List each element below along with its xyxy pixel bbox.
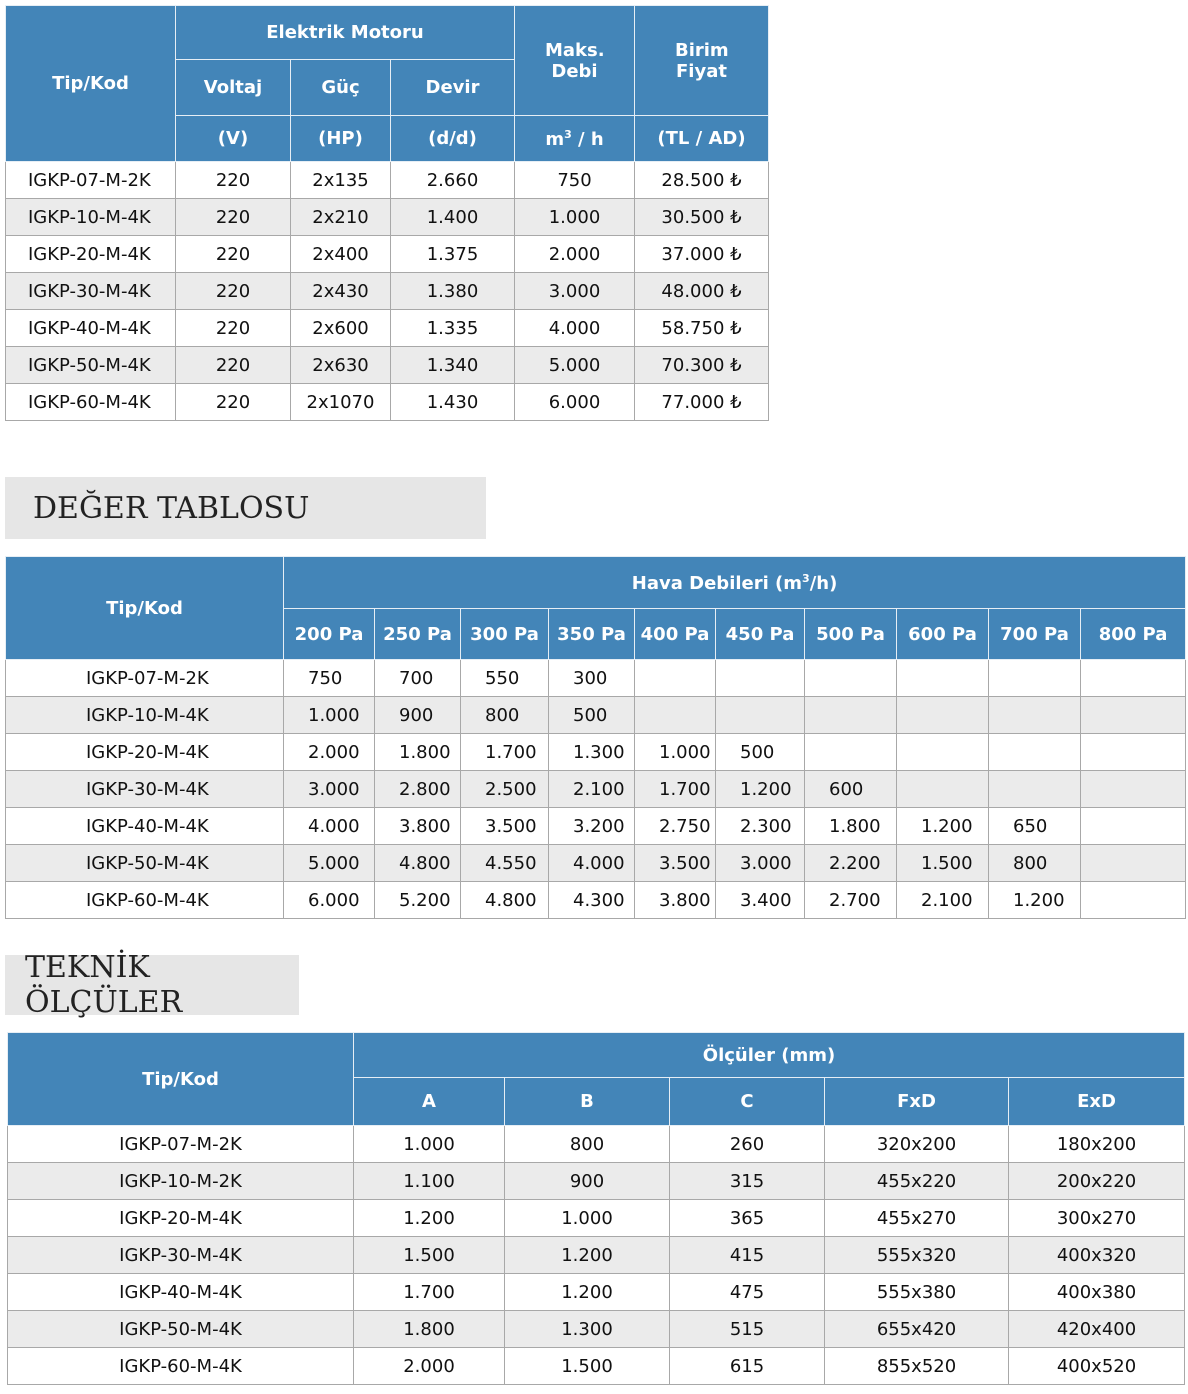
dim-b-cell: 1.500: [505, 1348, 670, 1385]
flow-value-cell: 3.800: [635, 882, 716, 919]
flow-value-cell: 2.500: [461, 771, 549, 808]
tip-kod-header: Tip/Kod: [8, 1033, 354, 1126]
devir-cell: 2.660: [391, 162, 515, 199]
flow-value-cell: 1.800: [375, 734, 461, 771]
tip-kod-header: Tip/Kod: [6, 557, 284, 660]
devir-cell: 1.380: [391, 273, 515, 310]
fiyat-cell: 48.000 ₺: [635, 273, 769, 310]
flow-value-cell: 2.200: [805, 845, 897, 882]
flow-value-cell: [989, 771, 1081, 808]
flow-value-cell: [1081, 808, 1186, 845]
devir-cell: 1.375: [391, 236, 515, 273]
flow-value-cell: 2.100: [549, 771, 635, 808]
flow-value-cell: [897, 771, 989, 808]
flow-value-cell: 4.000: [549, 845, 635, 882]
table-row: [6, 697, 1186, 734]
guc-cell: 2x210: [291, 199, 391, 236]
debi-cell: 5.000: [515, 347, 635, 384]
table-row: [6, 310, 769, 347]
dim-exd-cell: 400x520: [1009, 1348, 1185, 1385]
devir-header: Devir: [391, 60, 515, 116]
pressure-header: 800 Pa: [1081, 609, 1186, 660]
flow-value-cell: 3.500: [461, 808, 549, 845]
flow-value-cell: 3.000: [716, 845, 805, 882]
flow-value-cell: 4.800: [375, 845, 461, 882]
flow-value-cell: 2.300: [716, 808, 805, 845]
flow-value-cell: [716, 660, 805, 697]
debi-cell: 3.000: [515, 273, 635, 310]
flow-value-cell: [989, 660, 1081, 697]
dimensions-table: [7, 1032, 1185, 1385]
flow-value-cell: 1.200: [989, 882, 1081, 919]
flow-value-cell: 1.000: [284, 697, 375, 734]
flow-value-cell: 4.300: [549, 882, 635, 919]
dim-b-cell: 1.300: [505, 1311, 670, 1348]
flow-value-cell: 5.000: [284, 845, 375, 882]
dim-fxd-cell: 555x320: [825, 1237, 1009, 1274]
pressure-header: 500 Pa: [805, 609, 897, 660]
flow-value-cell: 600: [805, 771, 897, 808]
table-row: [6, 808, 1186, 845]
flow-value-cell: 1.700: [635, 771, 716, 808]
flow-value-cell: [1081, 697, 1186, 734]
table-row: [8, 1237, 1185, 1274]
elektrik-motoru-header: Elektrik Motoru: [176, 6, 515, 60]
tip-cell: IGKP-07-M-2K: [8, 1126, 354, 1163]
table-row: [6, 347, 769, 384]
flow-value-cell: [897, 697, 989, 734]
flow-value-cell: 1.300: [549, 734, 635, 771]
tip-cell: IGKP-07-M-2K: [6, 162, 176, 199]
flow-value-cell: [805, 660, 897, 697]
flow-value-cell: 800: [461, 697, 549, 734]
dim-exd-cell: 420x400: [1009, 1311, 1185, 1348]
tip-cell: IGKP-60-M-4K: [6, 384, 176, 421]
dim-b-cell: 800: [505, 1126, 670, 1163]
flow-value-cell: [1081, 845, 1186, 882]
tip-cell: IGKP-20-M-4K: [6, 236, 176, 273]
debi-cell: 6.000: [515, 384, 635, 421]
tip-cell: IGKP-10-M-2K: [8, 1163, 354, 1200]
guc-cell: 2x430: [291, 273, 391, 310]
voltaj-cell: 220: [176, 273, 291, 310]
flow-value-cell: 6.000: [284, 882, 375, 919]
dim-fxd-cell: 855x520: [825, 1348, 1009, 1385]
dim-c-cell: 315: [670, 1163, 825, 1200]
voltaj-cell: 220: [176, 347, 291, 384]
pressure-header: 250 Pa: [375, 609, 461, 660]
flow-value-cell: 3.800: [375, 808, 461, 845]
table-row: [6, 199, 769, 236]
pressure-header: 600 Pa: [897, 609, 989, 660]
guc-cell: 2x600: [291, 310, 391, 347]
pressure-header: 200 Pa: [284, 609, 375, 660]
flow-value-cell: 3.000: [284, 771, 375, 808]
flow-value-cell: [805, 697, 897, 734]
dim-a-cell: 2.000: [354, 1348, 505, 1385]
debi-cell: 1.000: [515, 199, 635, 236]
flow-value-cell: 5.200: [375, 882, 461, 919]
pressure-header: 300 Pa: [461, 609, 549, 660]
flow-value-cell: 4.800: [461, 882, 549, 919]
flow-value-cell: [1081, 882, 1186, 919]
flow-value-cell: 300: [549, 660, 635, 697]
dim-b-cell: 900: [505, 1163, 670, 1200]
table-row: [8, 1348, 1185, 1385]
unit-v: (V): [176, 116, 291, 162]
dim-b-cell: 1.200: [505, 1274, 670, 1311]
air-flow-table: [5, 556, 1186, 919]
guc-cell: 2x630: [291, 347, 391, 384]
tip-cell: IGKP-30-M-4K: [6, 273, 176, 310]
flow-value-cell: 1.800: [805, 808, 897, 845]
pressure-header: 700 Pa: [989, 609, 1081, 660]
debi-cell: 750: [515, 162, 635, 199]
table-row: [8, 1126, 1185, 1163]
dim-fxd-cell: 455x220: [825, 1163, 1009, 1200]
guc-cell: 2x1070: [291, 384, 391, 421]
table-row: [6, 273, 769, 310]
voltaj-cell: 220: [176, 162, 291, 199]
maks-debi-header: Maks. Debi: [515, 6, 635, 116]
flow-value-cell: 2.100: [897, 882, 989, 919]
fiyat-cell: 28.500 ₺: [635, 162, 769, 199]
flow-value-cell: 700: [375, 660, 461, 697]
dim-exd-cell: 180x200: [1009, 1126, 1185, 1163]
table-row: [6, 771, 1186, 808]
table-row: [6, 236, 769, 273]
flow-value-cell: 2.700: [805, 882, 897, 919]
fiyat-cell: 70.300 ₺: [635, 347, 769, 384]
flow-value-cell: 550: [461, 660, 549, 697]
flow-value-cell: 500: [549, 697, 635, 734]
unit-m3h: $m^3$ / h: [515, 116, 635, 162]
unit-hp: (HP): [291, 116, 391, 162]
dim-exd-cell: 400x380: [1009, 1274, 1185, 1311]
table-row: [6, 882, 1186, 919]
flow-value-cell: 800: [989, 845, 1081, 882]
table-row: [6, 384, 769, 421]
unit-tl: (TL / AD): [635, 116, 769, 162]
flow-value-cell: 2.800: [375, 771, 461, 808]
flow-value-cell: 650: [989, 808, 1081, 845]
voltaj-cell: 220: [176, 384, 291, 421]
guc-header: Güç: [291, 60, 391, 116]
dim-c-cell: 515: [670, 1311, 825, 1348]
flow-value-cell: 4.550: [461, 845, 549, 882]
table-row: [8, 1200, 1185, 1237]
devir-cell: 1.340: [391, 347, 515, 384]
tip-cell: IGKP-40-M-4K: [6, 808, 284, 845]
debi-cell: 4.000: [515, 310, 635, 347]
olculer-header: Ölçüler (mm): [354, 1033, 1185, 1078]
tip-cell: IGKP-60-M-4K: [6, 882, 284, 919]
dim-exd-cell: 300x270: [1009, 1200, 1185, 1237]
tip-cell: IGKP-30-M-4K: [8, 1237, 354, 1274]
dim-exd-cell: 400x320: [1009, 1237, 1185, 1274]
table-row: [8, 1274, 1185, 1311]
guc-cell: 2x135: [291, 162, 391, 199]
tip-cell: IGKP-50-M-4K: [6, 845, 284, 882]
dim-c-cell: 615: [670, 1348, 825, 1385]
fiyat-cell: 77.000 ₺: [635, 384, 769, 421]
flow-value-cell: [635, 697, 716, 734]
flow-value-cell: [989, 697, 1081, 734]
table-row: [8, 1311, 1185, 1348]
unit-dd: (d/d): [391, 116, 515, 162]
price-table: [5, 5, 769, 421]
flow-value-cell: 2.750: [635, 808, 716, 845]
flow-value-cell: 2.000: [284, 734, 375, 771]
table-row: [6, 660, 1186, 697]
voltaj-cell: 220: [176, 236, 291, 273]
dim-a-header: A: [354, 1078, 505, 1126]
fiyat-cell: 58.750 ₺: [635, 310, 769, 347]
fiyat-cell: 30.500 ₺: [635, 199, 769, 236]
fiyat-cell: 37.000 ₺: [635, 236, 769, 273]
flow-value-cell: [1081, 734, 1186, 771]
section-title-teknik-olculer: TEKNİK ÖLÇÜLER: [5, 955, 299, 1015]
debi-cell: 2.000: [515, 236, 635, 273]
dim-c-cell: 415: [670, 1237, 825, 1274]
tip-cell: IGKP-50-M-4K: [6, 347, 176, 384]
table-row: [6, 162, 769, 199]
flow-value-cell: 750: [284, 660, 375, 697]
devir-cell: 1.335: [391, 310, 515, 347]
table-row: [8, 1163, 1185, 1200]
birim-fiyat-header: Birim Fiyat: [635, 6, 769, 116]
pressure-header: 450 Pa: [716, 609, 805, 660]
pressure-header: 400 Pa: [635, 609, 716, 660]
flow-value-cell: [635, 660, 716, 697]
devir-cell: 1.430: [391, 384, 515, 421]
flow-value-cell: [1081, 660, 1186, 697]
devir-cell: 1.400: [391, 199, 515, 236]
dim-fxd-header: FxD: [825, 1078, 1009, 1126]
dim-a-cell: 1.000: [354, 1126, 505, 1163]
flow-value-cell: 3.500: [635, 845, 716, 882]
flow-value-cell: 1.200: [897, 808, 989, 845]
dim-a-cell: 1.100: [354, 1163, 505, 1200]
pressure-header: 350 Pa: [549, 609, 635, 660]
dim-fxd-cell: 455x270: [825, 1200, 1009, 1237]
guc-cell: 2x400: [291, 236, 391, 273]
dim-fxd-cell: 655x420: [825, 1311, 1009, 1348]
flow-value-cell: [716, 697, 805, 734]
tip-kod-header: Tip/Kod: [6, 6, 176, 162]
flow-value-cell: 900: [375, 697, 461, 734]
dim-a-cell: 1.700: [354, 1274, 505, 1311]
flow-value-cell: 3.400: [716, 882, 805, 919]
voltaj-header: Voltaj: [176, 60, 291, 116]
tip-cell: IGKP-30-M-4K: [6, 771, 284, 808]
flow-value-cell: [897, 660, 989, 697]
voltaj-cell: 220: [176, 310, 291, 347]
flow-value-cell: [1081, 771, 1186, 808]
tip-cell: IGKP-10-M-4K: [6, 697, 284, 734]
flow-value-cell: [989, 734, 1081, 771]
dim-c-header: C: [670, 1078, 825, 1126]
tip-cell: IGKP-20-M-4K: [6, 734, 284, 771]
dim-c-cell: 475: [670, 1274, 825, 1311]
flow-value-cell: 500: [716, 734, 805, 771]
dim-fxd-cell: 555x380: [825, 1274, 1009, 1311]
flow-value-cell: 3.200: [549, 808, 635, 845]
dim-b-cell: 1.200: [505, 1237, 670, 1274]
dim-exd-header: ExD: [1009, 1078, 1185, 1126]
flow-value-cell: 1.500: [897, 845, 989, 882]
dim-exd-cell: 200x220: [1009, 1163, 1185, 1200]
dim-a-cell: 1.500: [354, 1237, 505, 1274]
dim-b-cell: 1.000: [505, 1200, 670, 1237]
flow-value-cell: 4.000: [284, 808, 375, 845]
table-row: [6, 734, 1186, 771]
tip-cell: IGKP-20-M-4K: [8, 1200, 354, 1237]
tip-cell: IGKP-40-M-4K: [6, 310, 176, 347]
tip-cell: IGKP-50-M-4K: [8, 1311, 354, 1348]
voltaj-cell: 220: [176, 199, 291, 236]
table-row: [6, 845, 1186, 882]
tip-cell: IGKP-10-M-4K: [6, 199, 176, 236]
dim-a-cell: 1.200: [354, 1200, 505, 1237]
flow-value-cell: [897, 734, 989, 771]
hava-debileri-header: Hava Debileri $(m^3/h)$: [284, 557, 1186, 609]
tip-cell: IGKP-60-M-4K: [8, 1348, 354, 1385]
flow-value-cell: 1.700: [461, 734, 549, 771]
tip-cell: IGKP-40-M-4K: [8, 1274, 354, 1311]
dim-fxd-cell: 320x200: [825, 1126, 1009, 1163]
dim-c-cell: 365: [670, 1200, 825, 1237]
flow-value-cell: 1.200: [716, 771, 805, 808]
dim-b-header: B: [505, 1078, 670, 1126]
flow-value-cell: 1.000: [635, 734, 716, 771]
dim-c-cell: 260: [670, 1126, 825, 1163]
flow-value-cell: [805, 734, 897, 771]
dim-a-cell: 1.800: [354, 1311, 505, 1348]
section-title-deger-tablosu: DEĞER TABLOSU: [5, 477, 486, 539]
tip-cell: IGKP-07-M-2K: [6, 660, 284, 697]
